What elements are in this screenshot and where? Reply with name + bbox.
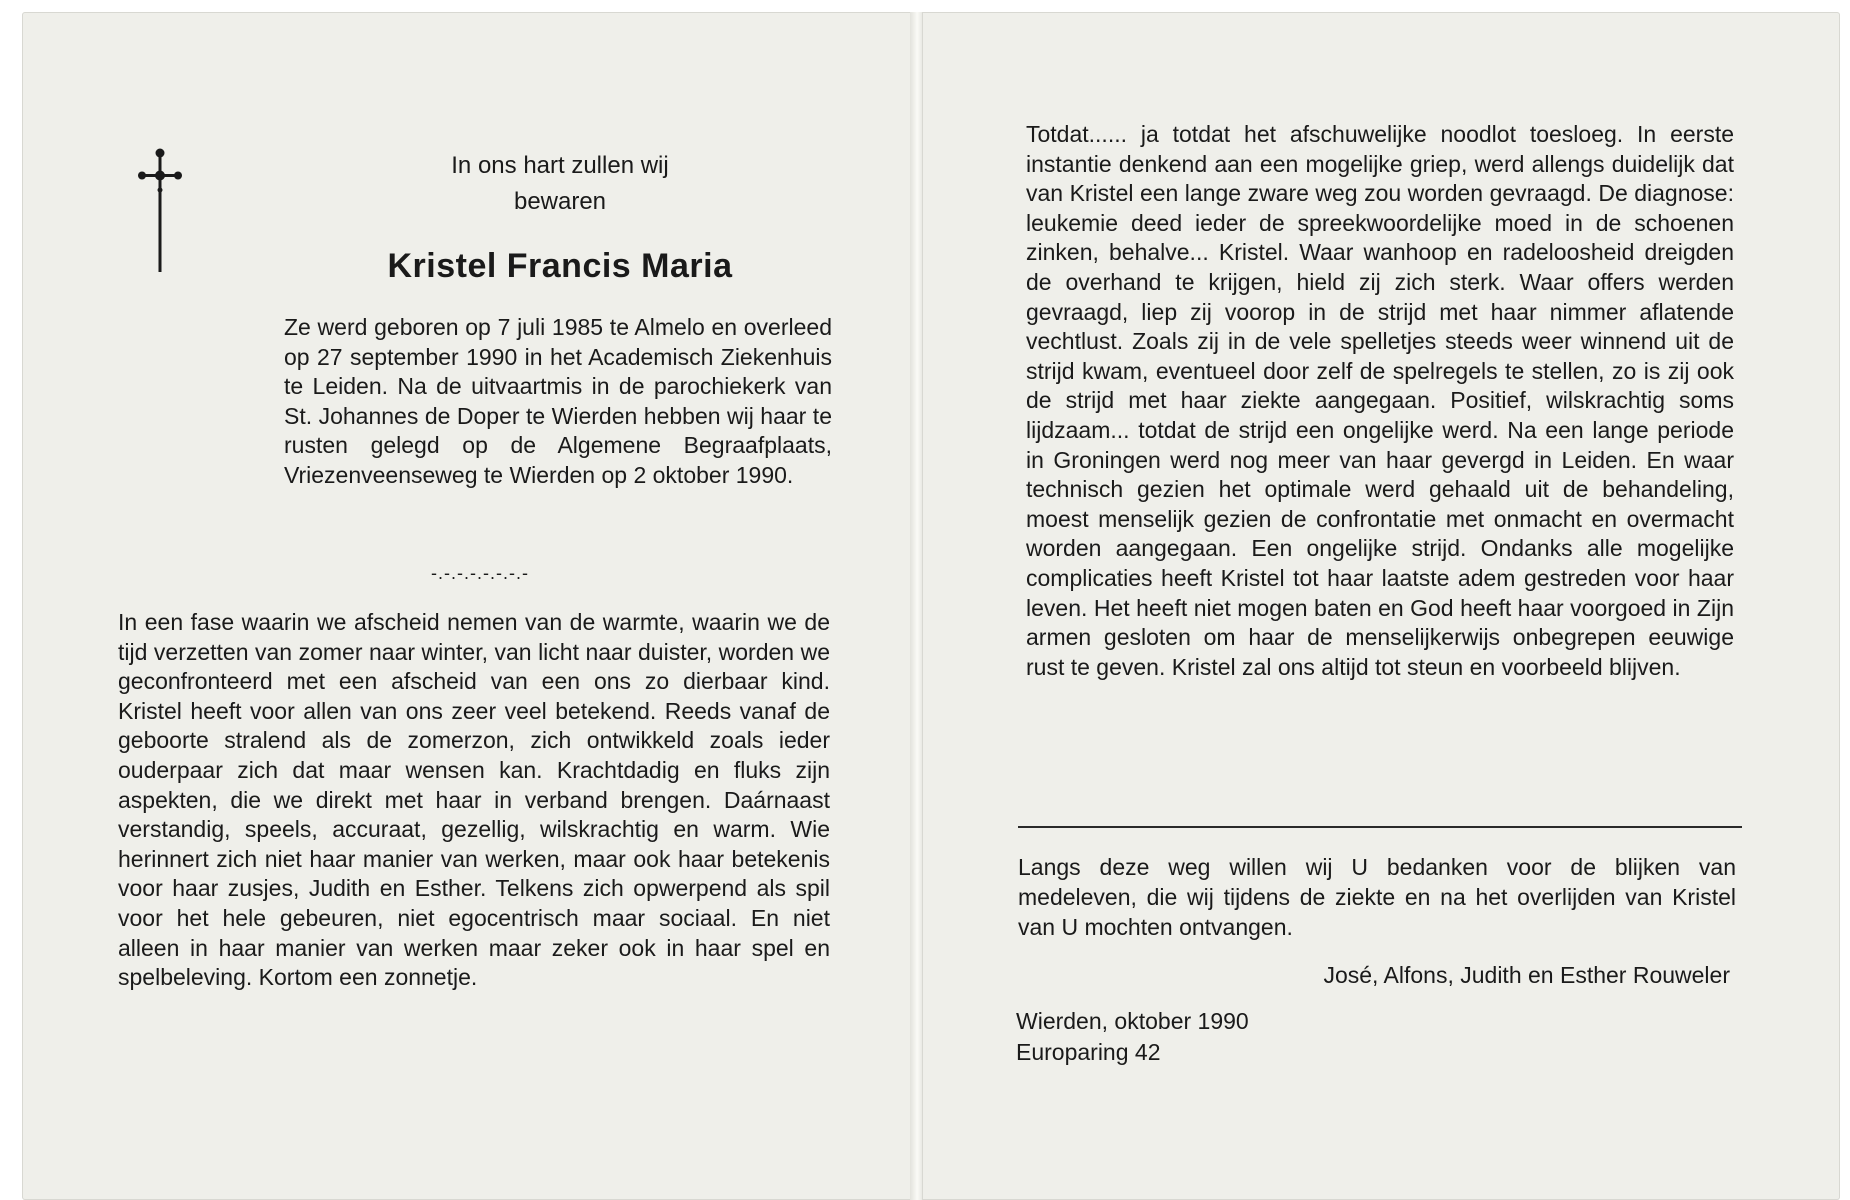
place-and-date: Wierden, oktober 1990 bbox=[1016, 1008, 1249, 1034]
separator-ornament: -.-.-.-.-.-.-.- bbox=[431, 563, 529, 583]
address: Europaring 42 bbox=[1016, 1039, 1161, 1065]
thanks-paragraph: Langs deze weg willen wij U bedanken voor de blijken van medeleven, die wij tijdens de ziekte en na het overlijden van Kristel van U mochten ontvangen. bbox=[1018, 854, 1736, 940]
illness-story-paragraph: Totdat...... ja totdat het afschuwelijke noodlot toesloeg. In eerste instantie denkend aan een mogelijke griep, werd allengs duidelijk dat van Kristel een lange zware weg zou worden gevraagd. De diagnose: leukemie deed ieder de spreekwoordelijke moed in de schoenen zinken, behalve... Kristel. Waar wanhoop en radeloosheid dreigden de overhand te krijgen, hield zij zich sterk. Waar offers werden gevraagd, liep zij voorop in de strijd met haar nimmer aflatende vechtlust. Zoals zij in de vele spelletjes steeds weer winnend uit de strijd kwam, eventueel door zelf de spelregels te stellen, zo is zij ook de strijd met haar ziekte aangegaan. Positief, wilskrachtig soms lijdzaam... totdat de strijd een ongelijke werd. Na een lange periode in Groningen werd nog meer van haar gevergd in Leiden. En waar technisch gezien het optimale werd gehaald uit de behandeling, moest menselijk gezien de confrontatie met onmacht en overmacht worden aangegaan. Een ongelijke strijd. Ondanks alle mogelijke complicaties heeft Kristel tot haar laatste adem gestreden voor haar leven. Het heeft niet mogen baten en God heeft haar voorgoed in Zijn armen gesloten om haar de menselijkerwijs onbegrepen eeuwige rust te geven. Kristel zal ons altijd tot steun en voorbeeld blijven. bbox=[1026, 121, 1734, 680]
biography-paragraph: Ze werd geboren op 7 juli 1985 te Almelo en overleed op 27 september 1990 in het Academisch Ziekenhuis te Leiden. Na de uitvaartmis in de parochiekerk van St. Johannes de Doper te Wierden hebben wij haar te rusten gelegd op de Algemene Begraafplaats, Vriezenveenseweg te Wierden op 2 oktober 1990. bbox=[284, 314, 832, 488]
family-signature: José, Alfons, Judith en Esther Rouweler bbox=[1323, 962, 1730, 988]
cross-icon bbox=[138, 146, 182, 272]
motto bbox=[400, 148, 720, 220]
horizontal-rule bbox=[1018, 826, 1742, 828]
deceased-name: Kristel Francis Maria bbox=[387, 247, 733, 285]
motto-line-2: bewaren bbox=[513, 188, 607, 215]
tribute-paragraph: In een fase waarin we afscheid nemen van de warmte, waarin we de tijd verzetten van zomer naar winter, van licht naar duister, worden we geconfronteerd met een afscheid van een ons zo dierbaar kind. Kristel heeft voor allen van ons zeer veel betekend. Reeds vanaf de geboorte stralend als de zomerzon, zich ontwikkeld zoals ieder ouderpaar zich dat maar wensen kan. Krachtdadig en fluks zijn aspekten, die we direkt met haar in verband brengen. Daárnaast verstandig, speels, accuraat, gezellig, wilskrachtig en warm. Wie herinnert zich niet haar manier van werken, maar ook haar betekenis voor haar zusjes, Judith en Esther. Telkens zich opwerpend als spil voor het hele gebeuren, niet egocentrisch maar sociaal. En niet alleen in haar manier van werken maar zeker ook in haar spel en spelbeleving. Kortom een zonnetje. bbox=[118, 609, 830, 991]
motto-line-1: In ons hart zullen wij bbox=[451, 152, 669, 179]
